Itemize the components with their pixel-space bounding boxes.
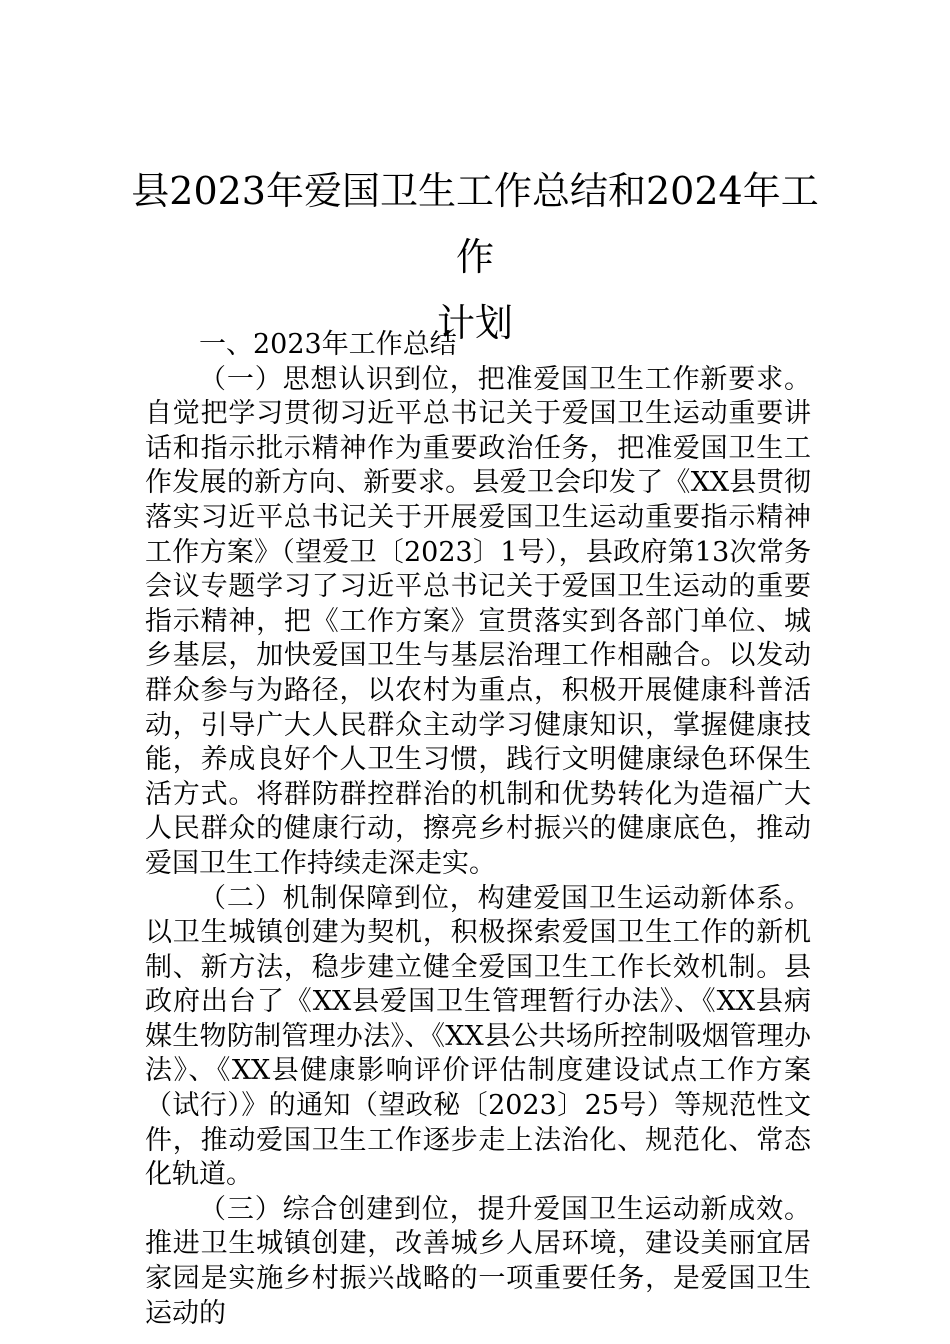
document-body [145,328,811,1331]
document-title-line-1: 县2023年爱国卫生工作总结和2024年工作 [131,169,819,279]
section-heading: 一、2023年工作总结 [199,329,457,360]
body-paragraph-1: （一）思想认识到位，把准爱国卫生工作新要求。自觉把学习贯彻习近平总书记关于爱国卫生运动重要讲话和指示批示精神作为重要政治任务，把准爱国卫生工作发展的新方向、新要求。县爱卫会印发了《XX县贯彻落实习近平总书记关于开展爱国卫生运动重要指示精神工作方案》（望爱卫〔2023〕1号），县政府第13次常务会议专题学习了习近平总书记关于爱国卫生运动的重要指示精神，把《工作方案》宣贯落实到各部门单位、城乡基层，加快爱国卫生与基层治理工作相融合。以发动群众参与为路径，以农村为重点，积极开展健康科普活动，引导广大人民群众主动学习健康知识，掌握健康技能，养成良好个人卫生习惯，践行文明健康绿色环保生活方式。将群防群控群治的机制和优势转化为造福广大人民群众的健康行动，擦亮乡村振兴的健康底色，推动爱国卫生工作持续走深走实。 [145,363,811,879]
document-title [120,158,830,356]
body-paragraph-2: （二）机制保障到位，构建爱国卫生运动新体系。以卫生城镇创建为契机，积极探索爱国卫生工作的新机制、新方法，稳步建立健全爱国卫生工作长效机制。县政府出台了《XX县爱国卫生管理暂行办法》、《XX县病媒生物防制管理办法》、《XX县公共场所控制吸烟管理办法》、《XX县健康影响评价评估制度建设试点工作方案（试行）》的通知（望政秘〔2023〕25号）等规范性文件，推动爱国卫生工作逐步走上法治化、规范化、常态化轨道。 [145,882,811,1191]
document-title-line-2: 计划 [436,301,513,345]
body-paragraph-3: （三）综合创建到位，提升爱国卫生运动新成效。推进卫生城镇创建，改善城乡人居环境，建设美丽宜居家园是实施乡村振兴战略的一项重要任务，是爱国卫生运动的 [145,1193,811,1329]
